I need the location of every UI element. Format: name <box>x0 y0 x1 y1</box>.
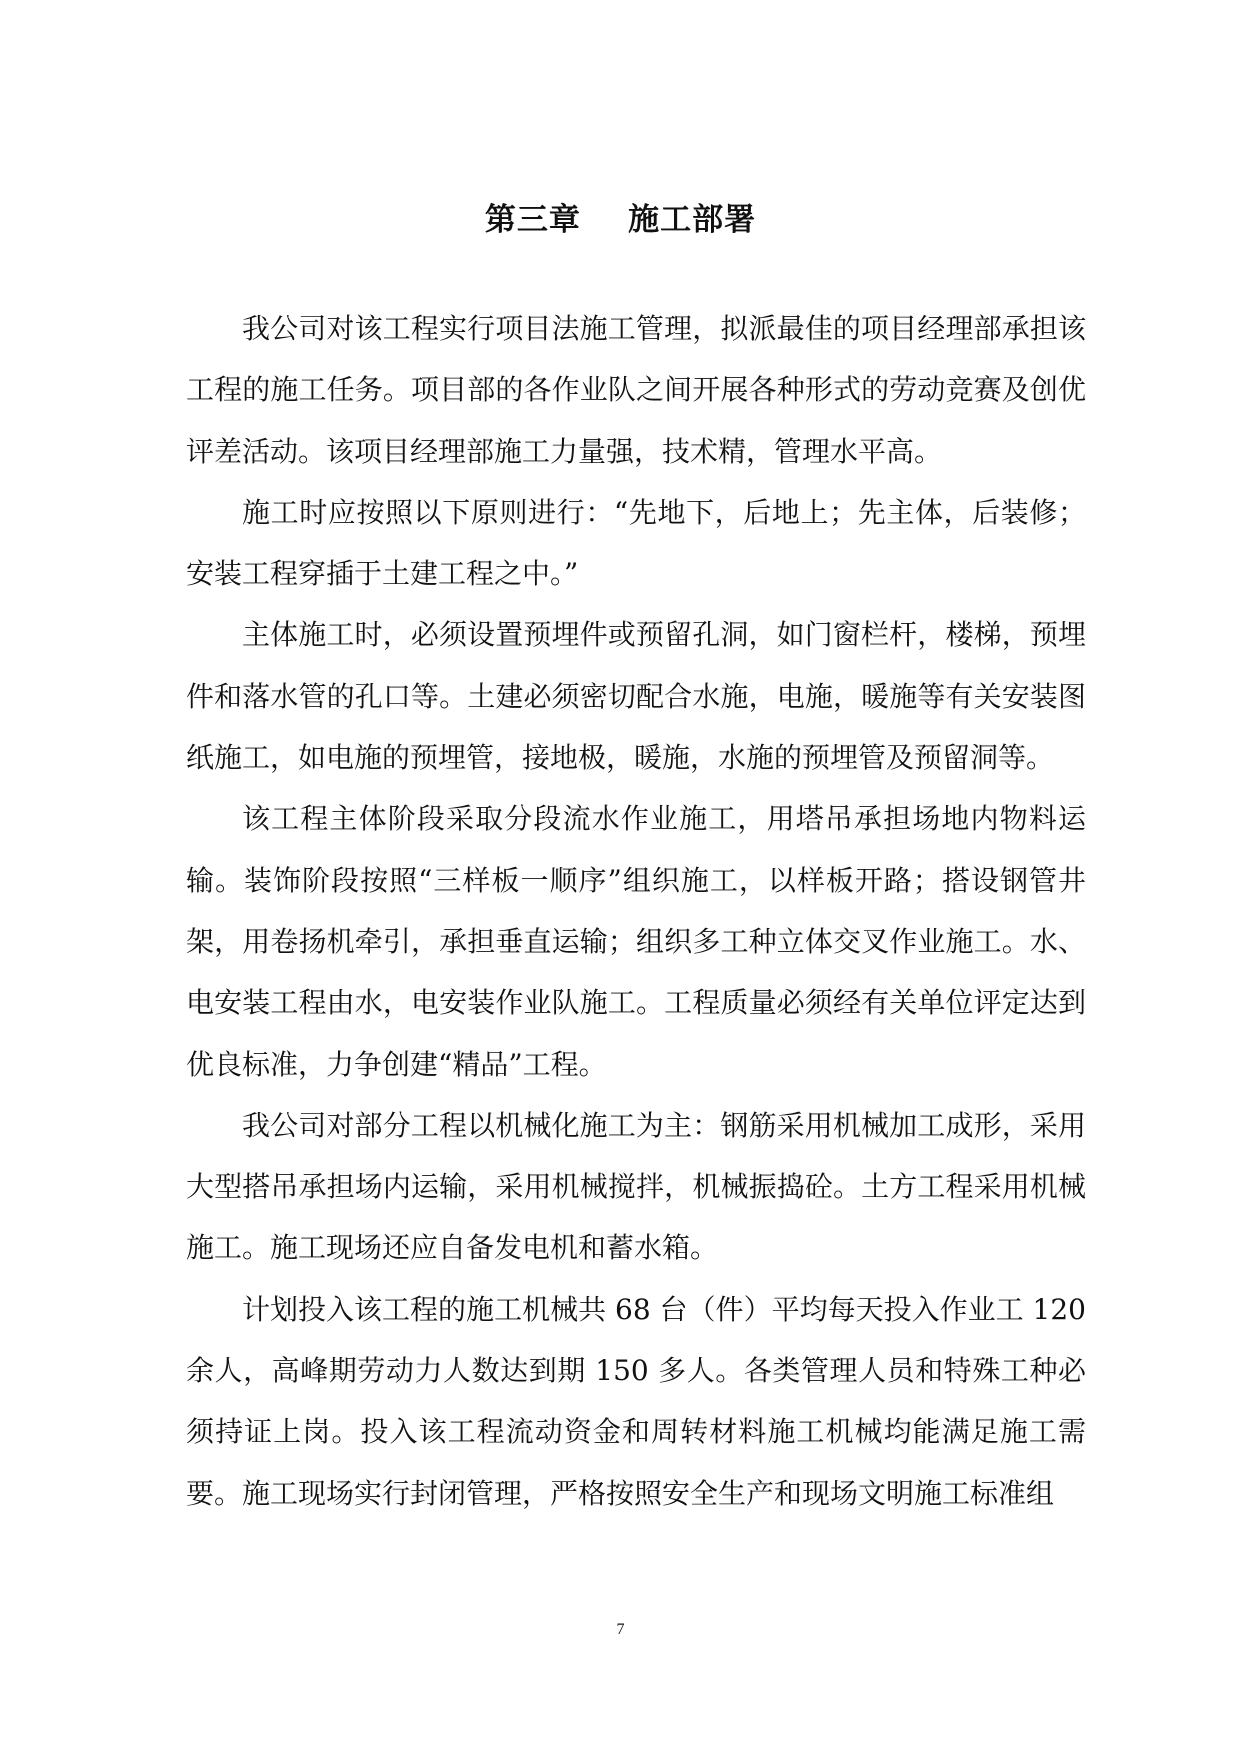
chapter-title: 第三章 施工部署 <box>484 202 757 238</box>
paragraph-3: 主体施工时，必须设置预埋件或预留孔洞，如门窗栏杆，楼梯，预埋件和落水管的孔口等。土建必须密切配合水施，电施，暖施等有关安装图纸施工，如电施的预埋管，接地极，暖施，水施的预埋管及预留洞等。 <box>186 618 1086 775</box>
paragraph-1: 我公司对该工程实行项目法施工管理，拟派最佳的项目经理部承担该工程的施工任务。项目部的各作业队之间开展各种形式的劳动竞赛及创优评差活动。该项目经理部施工力量强，技术精，管理水平高。 <box>186 312 1086 468</box>
body-text <box>186 298 1086 1524</box>
paragraph-4: 该工程主体阶段采取分段流水作业施工，用塔吊承担场地内物料运输。装饰阶段按照“三样板一顺序”组织施工，以样板开路；搭设钢管井架，用卷扬机牵引，承担垂直运输；组织多工种立体交叉作业施工。水、电安装工程由水，电安装作业队施工。工程质量必须经有关单位评定达到优良标准，力争创建“精品”工程。 <box>186 802 1086 1081</box>
paragraph-2: 施工时应按照以下原则进行：“先地下，后地上；先主体，后装修；安装工程穿插于土建工程之中。” <box>186 495 1086 591</box>
paragraph-6: 计划投入该工程的施工机械共 68 台（件）平均每天投入作业工 120 余人，高峰期劳动力人数达到期 150 多人。各类管理人员和特殊工种必须持证上岗。投入该工程流动资金和周转材料施工机械均能满足施工需要。施工现场实行封闭管理，严格按照安全生产和现场文明施工标准组 <box>186 1292 1086 1510</box>
paragraph-5: 我公司对部分工程以机械化施工为主：钢筋采用机械加工成形，采用大型搭吊承担场内运输，采用机械搅拌，机械振捣砼。土方工程采用机械施工。施工现场还应自备发电机和蓄水箱。 <box>186 1108 1086 1265</box>
page-number: 7 <box>616 1621 625 1638</box>
